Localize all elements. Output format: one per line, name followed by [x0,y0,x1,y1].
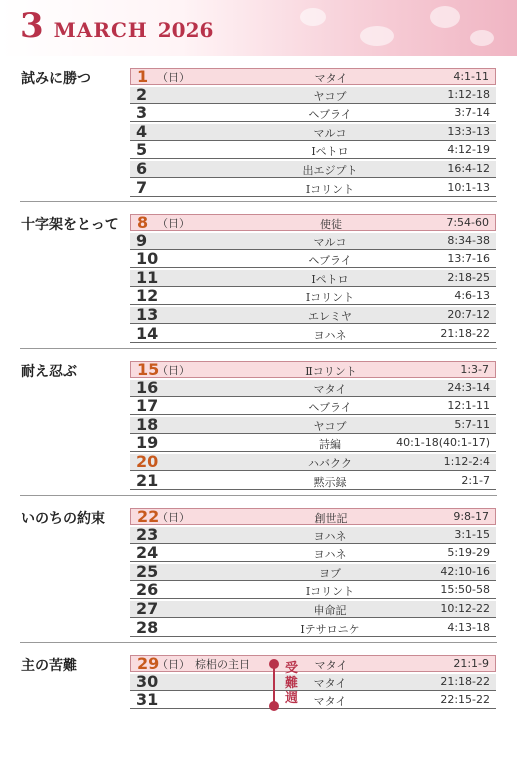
passage-reference: 13:3-13 [447,124,490,138]
petal-decoration [360,26,394,46]
day-number: 9 [136,230,148,250]
passage-reference: 2:1-7 [461,473,490,487]
reading-row [130,692,496,709]
passage-reference: 12:1-11 [447,399,490,413]
passage-reference: 15:50-58 [440,583,490,597]
day-number: 10 [136,249,159,269]
day-number: 16 [136,377,159,397]
bible-book: Ⅰペトロ [311,272,349,286]
passage-reference: 24:3-14 [447,380,490,394]
passion-week-marker [266,657,306,713]
day-number: 2 [136,84,148,104]
section-divider [20,642,497,643]
reading-row [130,435,496,452]
reading-row [130,68,496,85]
petal-decoration [470,30,494,46]
passage-reference: 10:12-22 [440,602,490,615]
bible-book: ヘブライ [308,108,352,122]
passage-reference: 4:1-11 [453,70,489,83]
day-number: 31 [136,690,159,710]
day-number: 21 [136,470,159,490]
reading-row [130,105,496,122]
passage-reference: 1:12-18 [447,87,490,101]
bible-book: ハバクク [308,457,352,470]
bible-book: マタイ [314,659,348,672]
day-number: 20 [136,452,159,471]
passage-reference: 21:18-22 [440,326,490,340]
bible-book: ヤコブ [313,419,347,433]
passion-week-bracket-line [273,663,275,705]
passage-reference: 10:1-13 [447,180,490,194]
reading-row [130,214,496,231]
reading-row [130,230,496,250]
passage-reference: 22:15-22 [440,693,490,707]
reading-row [130,470,496,490]
day-of-week: （日） [157,364,190,377]
passage-reference: 21:18-22 [440,674,490,688]
bible-book: エレミヤ [308,310,352,323]
day-number: 17 [136,396,159,416]
month-number: 3 [20,6,44,46]
week-theme: いのちの約束 [21,511,105,527]
year: 2026 [157,18,214,42]
reading-row [130,288,496,305]
petal-decoration [430,6,460,28]
day-number: 5 [136,140,148,160]
passage-reference: 4:13-18 [447,620,490,634]
day-number: 13 [136,305,159,324]
day-number: 12 [136,286,159,306]
day-number: 4 [136,121,148,141]
month-name: MARCH [53,18,148,42]
week-theme: 耐え忍ぶ [21,364,77,380]
day-number: 6 [136,159,148,178]
reading-row [130,545,496,562]
day-of-week: （日） [157,658,190,671]
bible-book: ヨブ [319,566,341,580]
section-divider [20,348,497,349]
passage-reference: 5:19-29 [447,546,490,560]
reading-row [130,377,496,397]
bible-book: 使徒 [320,218,342,231]
day-number: 29 [137,654,160,673]
reading-row [130,161,496,178]
week-theme: 十字架をとって [21,217,119,233]
bible-book: ヘブライ [308,401,352,415]
reading-row [130,267,496,287]
passage-reference: 40:1-18(40:1-17) [396,436,490,450]
day-of-week: （日） [157,217,190,230]
reading-row [130,655,496,672]
liturgical-note: 棕梠の主日 [195,658,250,671]
passion-week-label: 受難週 [285,661,299,706]
bible-book: 詩編 [319,438,341,452]
day-number: 19 [136,433,159,453]
passage-reference: 4:6-13 [454,289,490,303]
reading-row [130,323,496,343]
passage-reference: 1:12-2:4 [443,455,490,468]
month-title [20,6,213,46]
passage-reference: 7:54-60 [446,216,489,229]
day-number: 27 [136,599,159,618]
passage-reference: 20:7-12 [447,308,490,321]
reading-row [130,398,496,415]
reading-row [130,251,496,268]
day-number: 26 [136,580,159,600]
passage-reference: 13:7-16 [447,252,490,266]
day-of-week: （日） [157,511,190,524]
bible-book: 創世記 [314,512,348,525]
reading-row [130,414,496,434]
day-number: 24 [136,543,159,563]
bible-book: Ⅰコリント [305,585,355,599]
passage-reference: 3:7-14 [454,106,490,120]
bible-book: ヤコブ [313,89,347,103]
bible-book: マルコ [313,126,347,140]
day-of-week: （日） [157,71,190,84]
bible-book: ヨハネ [313,529,347,543]
passage-reference: 2:18-25 [447,270,490,284]
bible-book: ヨハネ [313,548,347,562]
reading-row [130,84,496,104]
day-number: 11 [136,267,159,287]
bible-book: マタイ [313,695,347,709]
day-number: 15 [137,360,160,379]
passage-reference: 42:10-16 [440,564,490,578]
day-number: 18 [136,414,159,434]
day-number: 14 [136,323,159,343]
day-number: 28 [136,617,159,637]
day-number: 1 [137,67,149,86]
week-theme: 主の苦難 [21,658,77,674]
passage-reference: 4:12-19 [447,143,490,157]
day-number: 3 [136,103,148,123]
reading-row [130,361,496,378]
bible-book: Ⅰコリント [305,182,355,196]
bible-book: Ⅰコリント [305,291,355,305]
passage-reference: 3:1-15 [454,527,490,541]
bible-book: Ⅰテサロニケ [300,622,360,636]
week-theme: 試みに勝つ [21,71,91,87]
section-divider [20,201,497,202]
reading-row [130,508,496,525]
reading-row [130,142,496,159]
bible-book: 黙示録 [313,475,347,489]
bible-book: マタイ [313,676,347,690]
reading-row [130,617,496,637]
reading-row [130,601,496,618]
bible-book: ヘブライ [308,254,352,268]
passage-reference: 9:8-17 [453,510,489,523]
reading-row [130,454,496,471]
bible-book: Ⅱコリント [305,365,357,378]
bible-book: Ⅰペトロ [311,145,349,159]
bracket-dot [269,659,279,669]
passage-reference: 21:1-9 [453,657,489,670]
reading-row [130,307,496,324]
reading-row [130,582,496,599]
reading-row [130,671,496,691]
bible-book: ヨハネ [313,328,347,342]
header-banner [0,0,517,56]
day-number: 30 [136,671,159,691]
petal-decoration [300,8,326,26]
bracket-dot [269,701,279,711]
passage-reference: 16:4-12 [447,162,490,175]
section-divider [20,495,497,496]
reading-row [130,177,496,197]
bible-book: 申命記 [313,604,347,617]
day-number: 8 [137,213,149,232]
bible-book: マタイ [314,72,348,85]
day-number: 7 [136,177,148,197]
reading-row [130,561,496,581]
day-number: 23 [136,524,159,544]
passage-reference: 1:3-7 [460,363,489,376]
passage-reference: 5:7-11 [454,417,490,431]
bible-book: マルコ [313,235,347,249]
bible-book: マタイ [313,382,347,396]
bible-book: 出エジプト [302,164,358,177]
day-number: 22 [137,507,160,526]
reading-row [130,524,496,544]
day-number: 25 [136,561,159,581]
passage-reference: 8:34-38 [447,233,490,247]
reading-row [130,121,496,141]
